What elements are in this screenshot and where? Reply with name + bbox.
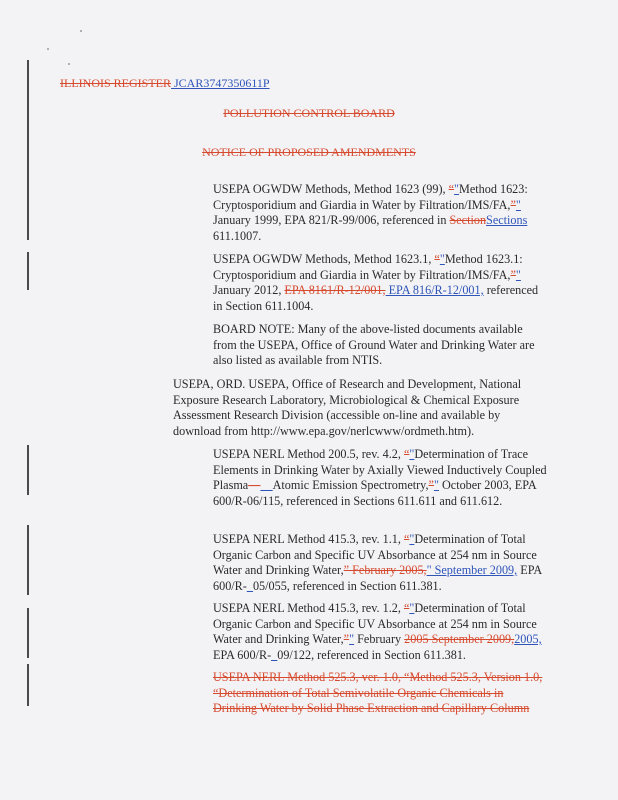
- register-header: [60, 76, 270, 92]
- board-title: POLLUTION CONTROL BOARD: [223, 106, 395, 120]
- register-id-inserted: JCAR3747350611P: [171, 76, 270, 90]
- entry-method-1623: USEPA OGWDW Methods, Method 1623 (99), “"Method 1623: Cryptosporidium and Giardia in Water by Filtration/IMS/FA,”" January 1999, EPA 821/R-99/006, referenced in SectionSections 611.1007.: [213, 182, 528, 243]
- register-title-deleted: ILLINOIS REGISTER: [60, 76, 171, 90]
- entry-usepa-ord: USEPA, ORD. USEPA, Office of Research and Development, National Exposure Research Laboratory, Microbiological & Chemical Exposure Assessment Research Division (accessible on-line and available by download from http://www.epa.gov/nerlcwww/ordmeth.htm).: [173, 377, 522, 438]
- board-note: BOARD NOTE: Many of the above-listed documents available from the USEPA, Office of Ground Water and Drinking Water are also listed as available from NTIS.: [213, 322, 535, 368]
- notice-title: NOTICE OF PROPOSED AMENDMENTS: [202, 145, 416, 159]
- entry-method-525-3-deleted: USEPA NERL Method 525.3, ver. 1.0, “Method 525.3, Version 1.0, “Determination of Total Semivolatile Organic Chemicals in Drinking Water by Solid Phase Extraction and Capillary Column: [213, 670, 543, 716]
- entry-method-1623-1: USEPA OGWDW Methods, Method 1623.1, “"Method 1623.1: Cryptosporidium and Giardia in Water by Filtration/IMS/FA,”" January 2012, EPA 8161/R-12/001, EPA 816/R-12/001, referenced in Section 611.1004.: [213, 252, 539, 313]
- entry-method-415-3-rev-1-1: USEPA NERL Method 415.3, rev. 1.1, “"Determination of Total Organic Carbon and Specific UV Absorbance at 254 nm in Source Water and Drinking Water,” February 2005," September 2009, EPA 600/R-_05/055, referenced in Section 611.381.: [213, 532, 542, 593]
- entry-method-415-3-rev-1-2: USEPA NERL Method 415.3, rev. 1.2, “"Determination of Total Organic Carbon and Specific UV Absorbance at 254 nm in Source Water and Drinking Water,”" February 2005 September 2009,2005, EPA 600/R-_09/122, referenced in Section 611.381.: [213, 601, 542, 662]
- entry-method-200-5: USEPA NERL Method 200.5, rev. 4.2, “"Determination of Trace Elements in Drinking Water by Axially Viewed Inductively Coupled Plasma—__Atomic Emission Spectrometry,”" October 2003, EPA 600/R-06/115, referenced in Sections 611.611 and 611.612.: [213, 447, 547, 508]
